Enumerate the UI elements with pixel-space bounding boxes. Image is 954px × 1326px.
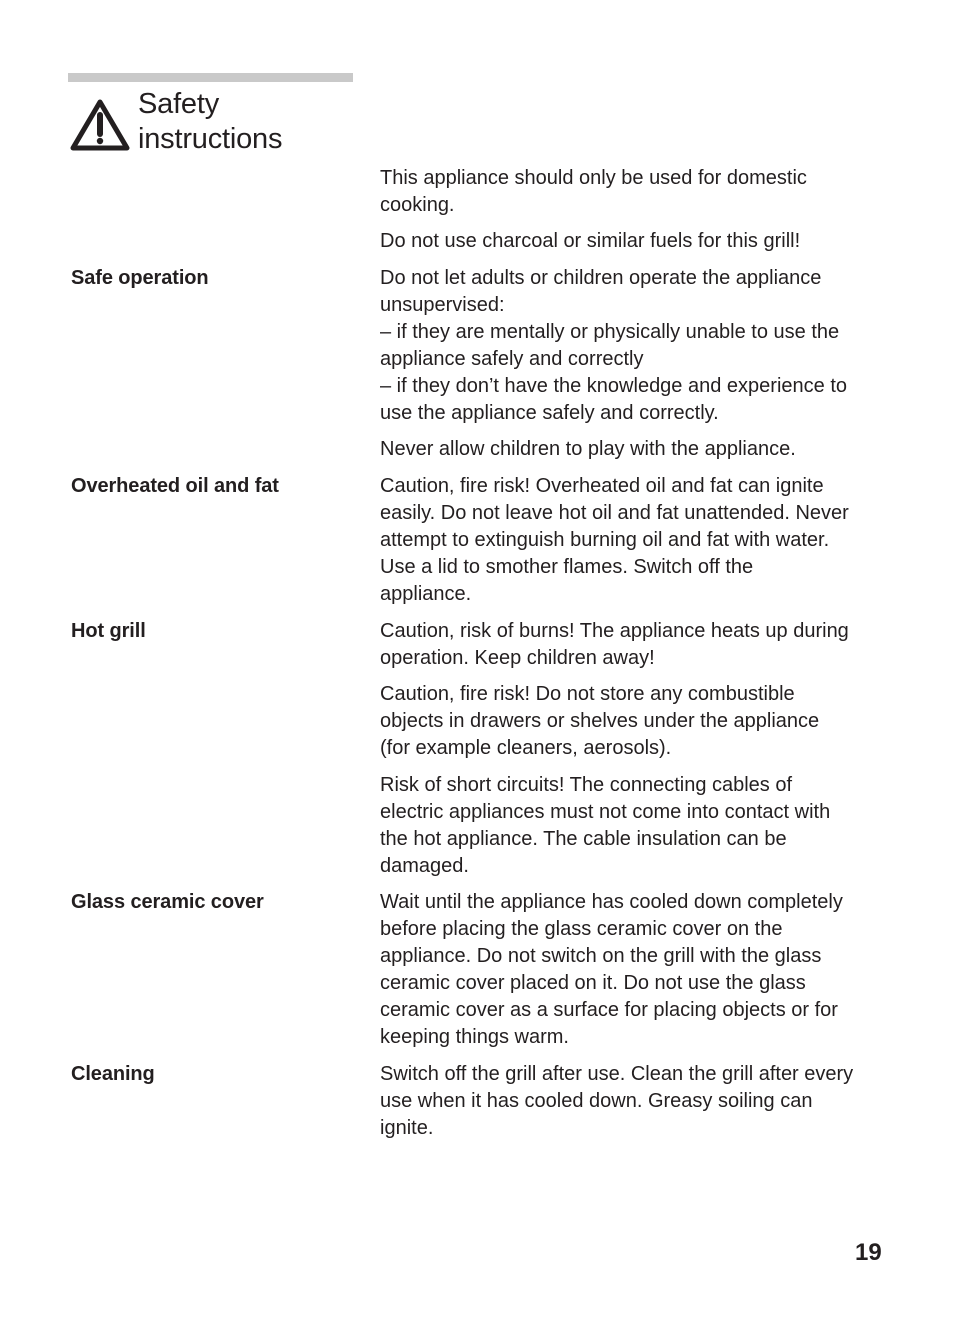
section-label-glass-ceramic-cover: Glass ceramic cover [71,891,264,913]
page-title-line1: Safety [138,88,220,120]
text-line: Do not let adults or children operate the appliance [380,267,822,289]
text-line: before placing the glass ceramic cover on the [380,918,783,940]
text-line: cooking. [380,194,455,216]
text-line: Never allow children to play with the appliance. [380,438,796,460]
text-line: Use a lid to smother flames. Switch off the [380,556,754,578]
text-line: Caution, risk of burns! The appliance heats up during [380,620,849,642]
section-label-hot-grill: Hot grill [71,620,146,642]
text-line: use when it has cooled down. Greasy soiling can [380,1090,813,1112]
glass-paragraph-1 [380,889,890,1051]
page-title-line2: instructions [138,123,283,155]
text-line: Risk of short circuits! The connecting cables of [380,774,793,796]
text-line: the hot appliance. The cable insulation can be [380,828,787,850]
page-number: 19 [855,1239,882,1266]
text-line: – if they don’t have the knowledge and experience to [380,375,847,397]
text-line: – if they are mentally or physically unable to use the [380,321,840,343]
text-line: ceramic cover as a surface for placing objects or for [380,999,838,1021]
hot-grill-paragraph-3 [380,772,890,880]
header-rule [68,73,353,82]
warning-triangle-icon [70,98,130,152]
intro-paragraph-2 [380,228,890,255]
text-line: attempt to extinguish burning oil and fat with water. [380,529,830,551]
text-line: objects in drawers or shelves under the appliance [380,710,820,732]
hot-grill-paragraph-1 [380,618,890,672]
page-title [138,87,282,157]
text-line: damaged. [380,855,469,877]
safe-operation-paragraph-2 [380,436,890,463]
text-line: operation. Keep children away! [380,647,655,669]
overheated-paragraph-1 [380,473,890,608]
text-line: appliance safely and correctly [380,348,644,370]
text-line: Do not use charcoal or similar fuels for this grill! [380,230,801,252]
text-line: ceramic cover placed on it. Do not use the glass [380,972,806,994]
text-line: Caution, fire risk! Do not store any combustible [380,683,795,705]
cleaning-paragraph-1 [380,1061,890,1142]
section-label-overheated-oil: Overheated oil and fat [71,475,279,497]
text-line: (for example cleaners, aerosols). [380,737,672,759]
hot-grill-paragraph-2 [380,681,890,762]
text-line: unsupervised: [380,294,505,316]
text-line: electric appliances must not come into contact with [380,801,831,823]
text-line: This appliance should only be used for domestic [380,167,807,189]
intro-paragraph-1 [380,165,890,219]
text-line: Caution, fire risk! Overheated oil and fat can ignite [380,475,824,497]
text-line: use the appliance safely and correctly. [380,402,719,424]
section-label-safe-operation: Safe operation [71,267,209,289]
text-line: ignite. [380,1117,434,1139]
safe-operation-paragraph-1 [380,265,890,427]
text-line: appliance. [380,583,472,605]
section-label-cleaning: Cleaning [71,1063,155,1085]
text-line: easily. Do not leave hot oil and fat unattended. Never [380,502,849,524]
text-line: keeping things warm. [380,1026,569,1048]
text-line: appliance. Do not switch on the grill with the glass [380,945,822,967]
text-line: Switch off the grill after use. Clean the grill after every [380,1063,854,1085]
text-line: Wait until the appliance has cooled down completely [380,891,843,913]
